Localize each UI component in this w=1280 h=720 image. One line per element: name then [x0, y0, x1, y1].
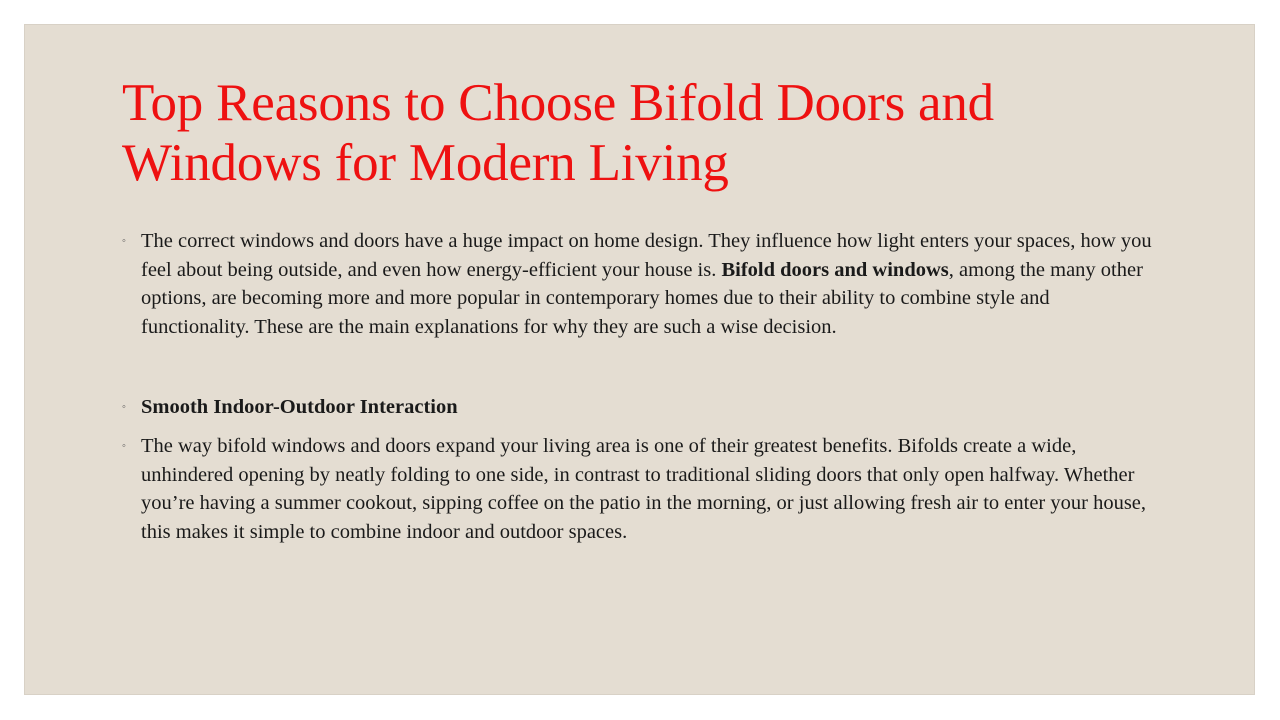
intro-text-bold: Bifold doors and windows	[721, 258, 949, 281]
bullet-circle-icon: ◦	[122, 401, 126, 414]
intro-text-before: The correct windows and doors have a huge impact on home design. They influence how light enters your spaces, how you feel about being outside, and even how energy-efficient your house is.	[141, 230, 1152, 281]
intro-text-after: , among the many other options, are becoming more and more popular in contemporary homes due to their ability to combine style and functionality. These are the main explanations for why they are such a wise decision.	[141, 258, 1143, 338]
slide-body	[120, 227, 1160, 546]
bullet-circle-icon: ◦	[122, 439, 126, 452]
bullet-detail	[120, 432, 1160, 546]
detail-text: The way bifold windows and doors expand your living area is one of their greatest benefits. Bifolds create a wide, unhindered opening by neatly folding to one side, in contrast to traditional sliding doors that only open halfway. Whether you’re having a summer cookout, sipping coffee on the patio in the morning, or just allowing fresh air to enter your house, this makes it simple to combine indoor and outdoor spaces.	[141, 434, 1147, 543]
bullet-intro	[120, 227, 1160, 341]
section-heading: Smooth Indoor-Outdoor Interaction	[141, 396, 458, 419]
slide	[25, 25, 1254, 694]
bullet-circle-icon: ◦	[122, 235, 126, 247]
bullet-heading	[120, 393, 1160, 422]
slide-title: Top Reasons to Choose Bifold Doors and Windows for Modern Living	[122, 74, 994, 192]
